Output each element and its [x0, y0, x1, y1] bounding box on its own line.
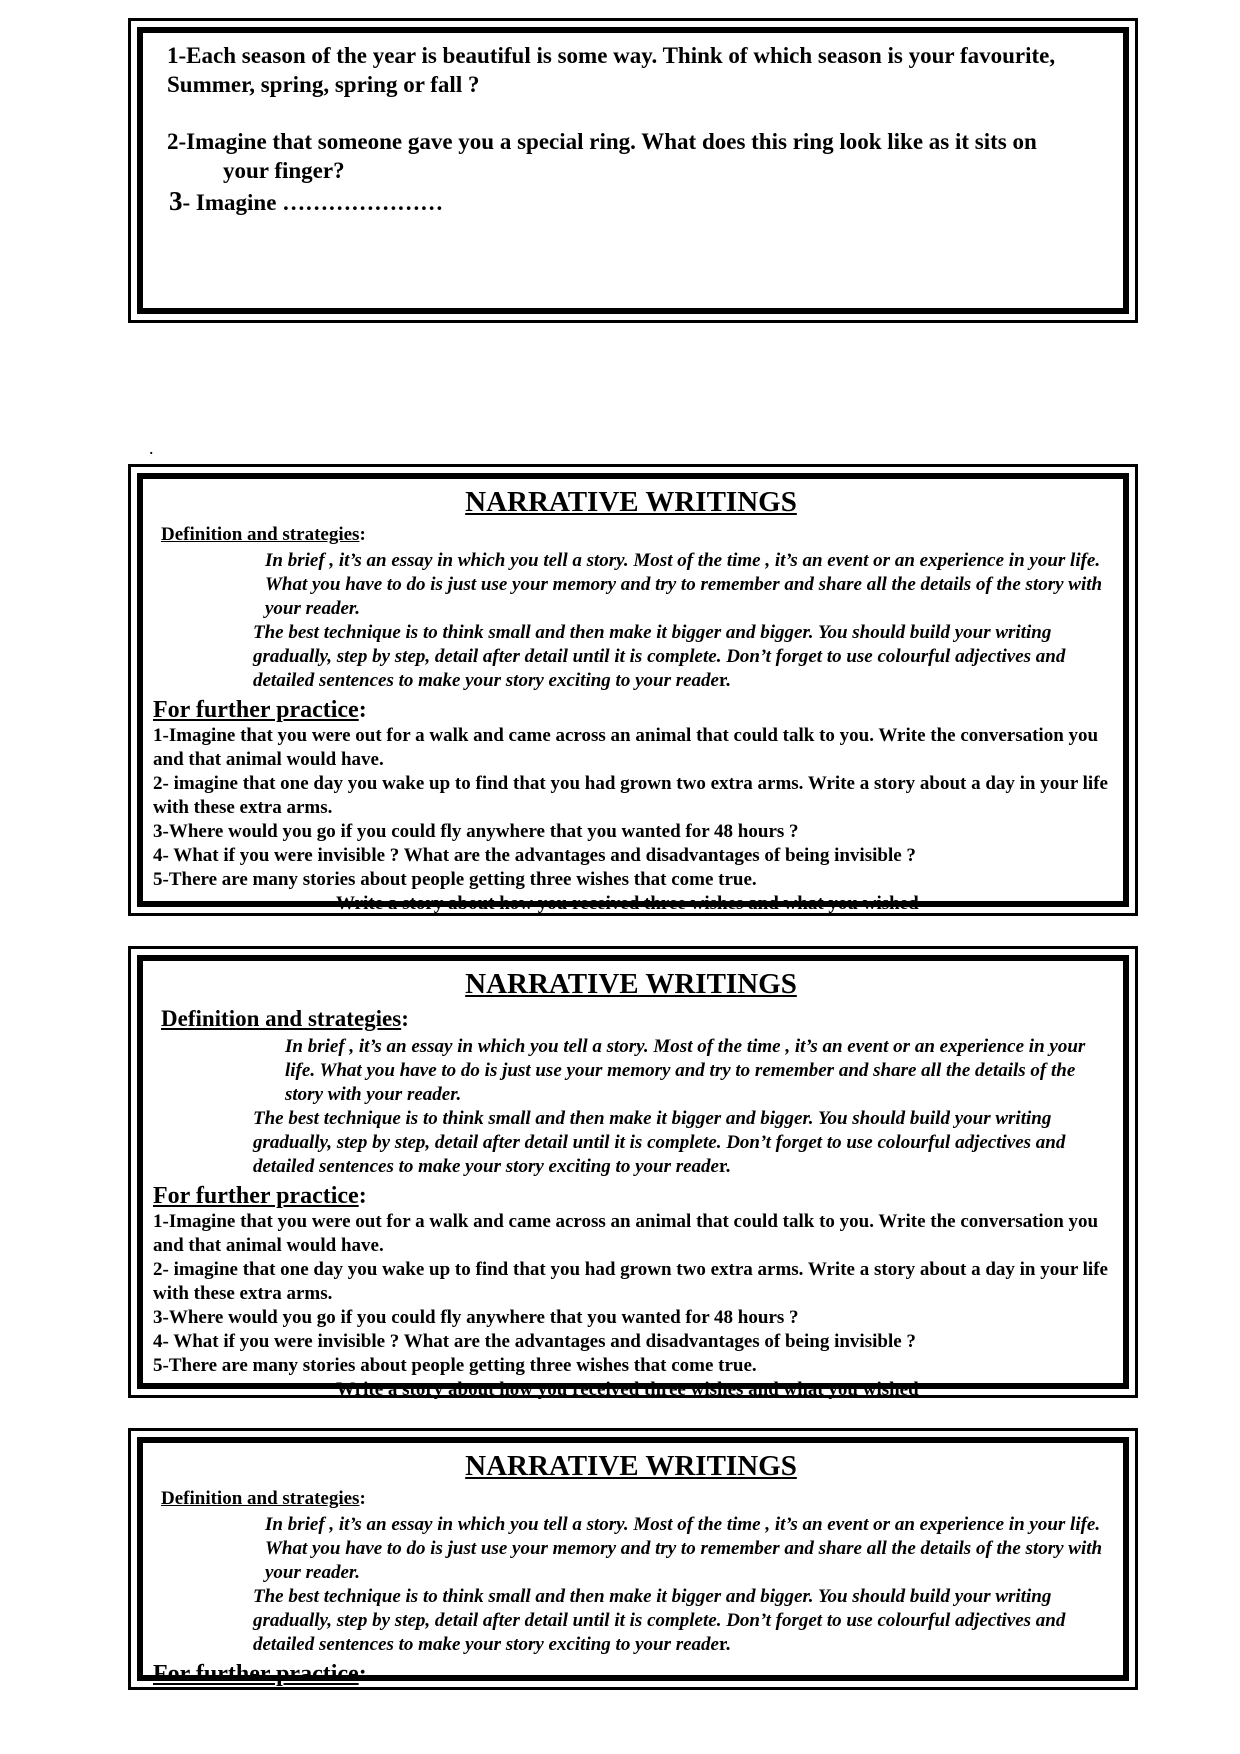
narrative-title: NARRATIVE WRITINGS — [465, 1450, 797, 1482]
definition-paragraph-2 — [153, 1585, 1109, 1657]
prompt-box-inner — [137, 27, 1129, 314]
prompt-3 — [169, 187, 1103, 217]
definition-heading — [161, 523, 1109, 547]
prompt-1: 1-Each season of the year is beautiful is some way. Think of which season is your favourite, Summer, spring, spring or fall ? — [167, 43, 1056, 97]
practice-heading — [153, 1182, 1109, 1210]
practice-label: For further practice — [153, 697, 359, 723]
practice-label: For further practice — [153, 1183, 359, 1209]
narrative-box-1 — [128, 464, 1138, 916]
practice-colon: : — [358, 697, 367, 723]
practice-item: 2- imagine that one day you wake up to find that you had grown two extra arms. Write a story about a day in your life with these extra arms. — [153, 1259, 1108, 1304]
stray-dot: . — [149, 438, 154, 458]
narrative-box-1-inner — [137, 473, 1129, 914]
narrative-title: NARRATIVE WRITINGS — [465, 486, 797, 518]
practice-item: 4- What if you were invisible ? What are the advantages and disadvantages of being invisible ? — [153, 845, 916, 866]
practice-heading — [153, 1660, 1109, 1688]
definition-paragraph-2 — [153, 1107, 1109, 1179]
definition-label: Definition and strategies — [161, 524, 360, 545]
paragraph-2-end: r. — [718, 1634, 731, 1655]
practice-colon: : — [358, 1661, 367, 1687]
practice-item: 4- What if you were invisible ? What are the advantages and disadvantages of being invisible ? — [153, 1331, 916, 1352]
definition-label: Definition and strategies — [161, 1006, 402, 1031]
definition-paragraph-2 — [153, 621, 1109, 693]
practice-item: 1-Imagine that you were out for a walk and came across an animal that could talk to you. Write the conversation you and that animal would have. — [153, 1211, 1099, 1256]
practice-item: 2- imagine that one day you wake up to find that you had grown two extra arms. Write a story about a day in your life with these extra arms. — [153, 773, 1108, 818]
narrative-box-2 — [128, 946, 1138, 1398]
practice-label: For further practice — [153, 1661, 359, 1687]
paragraph-2-end: r. — [718, 1156, 731, 1177]
practice-item: 1-Imagine that you were out for a walk and came across an animal that could talk to you. Write the conversation you and that animal would have. — [153, 725, 1099, 770]
paragraph-2-text: The best technique is to think small and then make it bigger and bigger. You should build your writing gradually, step by step, detail after detail until it is complete. Don’t forget to use colourful adjectives and detailed sentences to make your story exciting to your reade — [253, 622, 1066, 691]
definition-paragraph-1: In brief , it’s an essay in which you tell a story. Most of the time , it’s an event or an experience in your life. What you have to do is just use your memory and try to remember and share all the details of the story with your reader. — [265, 550, 1103, 619]
prompt-2-line-1: 2-Imagine that someone gave you a special ring. What does this ring look like as it sits on — [167, 129, 1037, 154]
practice-item: Write a story about how you received three wishes and what you wished — [336, 893, 919, 914]
narrative-title: NARRATIVE WRITINGS — [465, 968, 797, 1000]
prompt-3-text: - Imagine ………………… — [182, 190, 444, 215]
narrative-box-3-inner — [137, 1437, 1129, 1687]
practice-item: 3-Where would you go if you could fly anywhere that you wanted for 48 hours ? — [153, 1307, 799, 1328]
definition-heading — [161, 1005, 1109, 1033]
practice-item: 3-Where would you go if you could fly anywhere that you wanted for 48 hours ? — [153, 821, 799, 842]
practice-item: 5-There are many stories about people getting three wishes that come true. — [153, 1355, 757, 1376]
prompt-2-line-2: your finger? — [223, 158, 345, 183]
definition-label: Definition and strategies — [161, 1488, 360, 1509]
practice-item: Write a story about how you received three wishes and what you wished — [336, 1379, 919, 1400]
definition-colon: : — [401, 1006, 409, 1031]
practice-colon: : — [358, 1183, 367, 1209]
paragraph-2-end: r. — [718, 670, 731, 691]
narrative-box-3 — [128, 1428, 1138, 1690]
definition-paragraph-1: In brief , it’s an essay in which you tell a story. Most of the time , it’s an event or an experience in your life. What you have to do is just use your memory and try to remember and share all the details of the story with your reader. — [285, 1036, 1086, 1105]
practice-heading — [153, 696, 1109, 724]
practice-list — [153, 1210, 1109, 1402]
paragraph-2-text: The best technique is to think small and then make it bigger and bigger. You should build your writing gradually, step by step, detail after detail until it is complete. Don’t forget to use colourful adjectives and detailed sentences to make your story exciting to your reade — [253, 1108, 1066, 1177]
narrative-box-2-inner — [137, 955, 1129, 1400]
definition-heading — [161, 1487, 1109, 1511]
definition-colon: : — [359, 1488, 366, 1509]
paragraph-2-text: The best technique is to think small and then make it bigger and bigger. You should build your writing gradually, step by step, detail after detail until it is complete. Don’t forget to use colourful adjectives and detailed sentences to make your story exciting to your reade — [253, 1586, 1066, 1655]
definition-paragraph-1: In brief , it’s an essay in which you tell a story. Most of the time , it’s an event or an experience in your life. What you have to do is just use your memory and try to remember and share all the details of the story with your reader. — [265, 1514, 1103, 1583]
practice-list — [153, 724, 1109, 916]
prompt-3-number: 3 — [169, 186, 183, 216]
definition-colon: : — [359, 524, 366, 545]
practice-item: 5-There are many stories about people getting three wishes that come true. — [153, 869, 757, 890]
prompt-box — [128, 18, 1138, 323]
